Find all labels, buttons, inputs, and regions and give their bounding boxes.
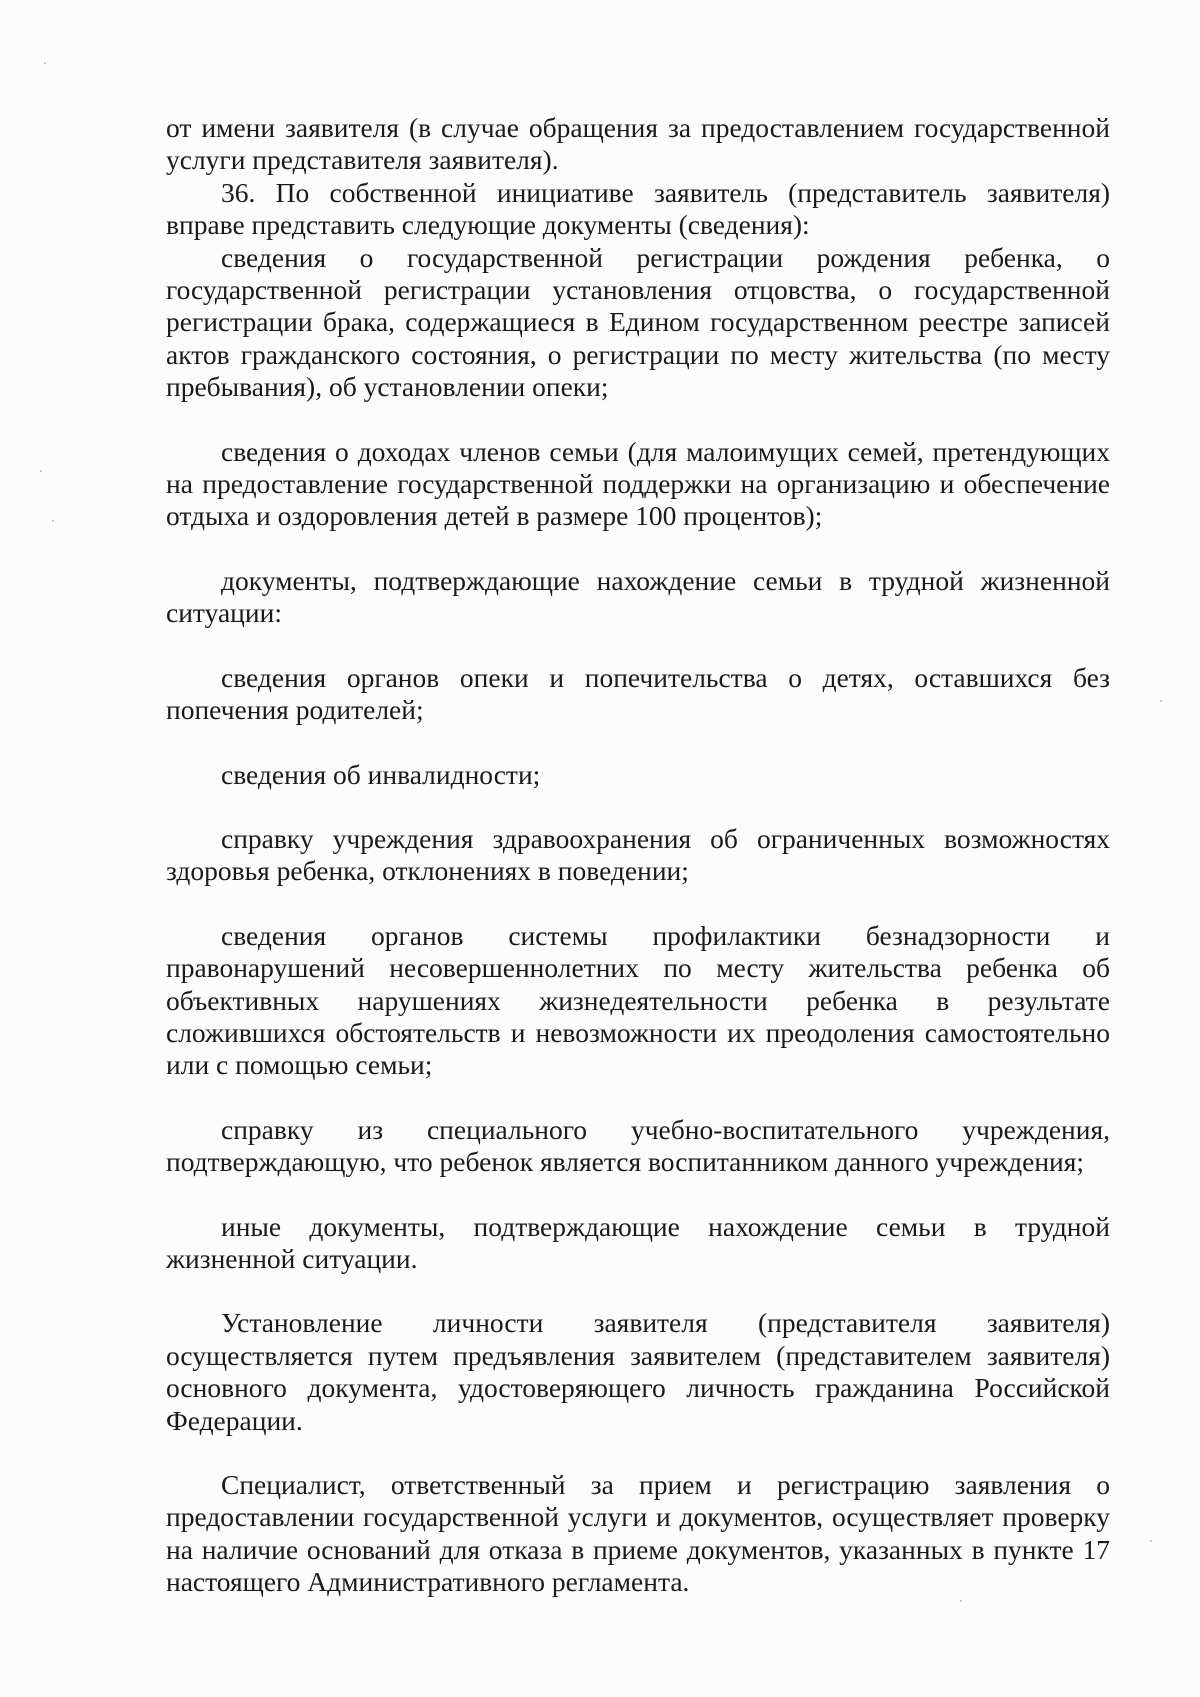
- document-body: [166, 112, 1110, 1599]
- paragraph-item-36: 36. По собственной инициативе заявитель (представитель заявителя) вправе представить следующие документы (сведения):: [166, 176, 1110, 241]
- paragraph-registration-info: сведения о государственной регистрации рождения ребенка, о государственной регистрации установления отцовства, о государственной регистрации брака, содержащиеся в Едином государственном реестре записей актов гражданского состояния, о регистрации по месту жительства (по месту пребывания), об установлении опеки;: [166, 241, 1110, 403]
- scan-speck: [960, 1600, 962, 1602]
- paragraph-guardianship-info: сведения органов опеки и попечительства о детях, оставшихся без попечения родителей;: [166, 661, 1110, 726]
- paragraph-identity: Установление личности заявителя (представителя заявителя) осуществляется путем предъявления заявителем (представителем заявителя) основного документа, удостоверяющего личность гражданина Российской Федерации.: [166, 1307, 1110, 1436]
- scan-speck: [44, 62, 46, 64]
- scan-speck: [52, 520, 54, 522]
- paragraph-disability-info: сведения об инвалидности;: [221, 758, 541, 790]
- paragraph-income-info: сведения о доходах членов семьи (для малоимущих семей, претендующих на предоставление государственной поддержки на организацию и обеспечение отдыха и оздоровления детей в размере 100 процентов);: [166, 435, 1110, 532]
- paragraph-hardship-docs: документы, подтверждающие нахождение семьи в трудной жизненной ситуации:: [166, 564, 1110, 629]
- paragraph-other-docs: иные документы, подтверждающие нахождение семьи в трудной жизненной ситуации.: [166, 1210, 1110, 1274]
- paragraph-special-institution: справку из специального учебно-воспитательного учреждения, подтверждающую, что ребенок является воспитанником данного учреждения;: [166, 1113, 1110, 1178]
- paragraph-health-certificate: справку учреждения здравоохранения об ограниченных возможностях здоровья ребенка, отклонениях в поведении;: [166, 822, 1110, 887]
- paragraph-specialist-check: Специалист, ответственный за прием и регистрацию заявления о предоставлении государственной услуги и документов, осуществляет проверку на наличие оснований для отказа в приеме документов, указанных в пункте 17 настоящего Административного регламента.: [166, 1469, 1110, 1598]
- scan-speck: [1160, 700, 1162, 702]
- paragraph-prevention-info: сведения органов системы профилактики безнадзорности и правонарушений несовершеннолетних по месту жительства ребенка об объективных нарушениях жизнедеятельности ребенка в результате сложившихся обстоятельств и невозможности их преодоления самостоятельно или с помощью семьи;: [166, 919, 1110, 1081]
- scan-speck: [1150, 1540, 1152, 1542]
- scan-speck: [40, 470, 42, 472]
- paragraph-continuation: от имени заявителя (в случае обращения за предоставлением государственной услуги представителя заявителя).: [166, 112, 1110, 176]
